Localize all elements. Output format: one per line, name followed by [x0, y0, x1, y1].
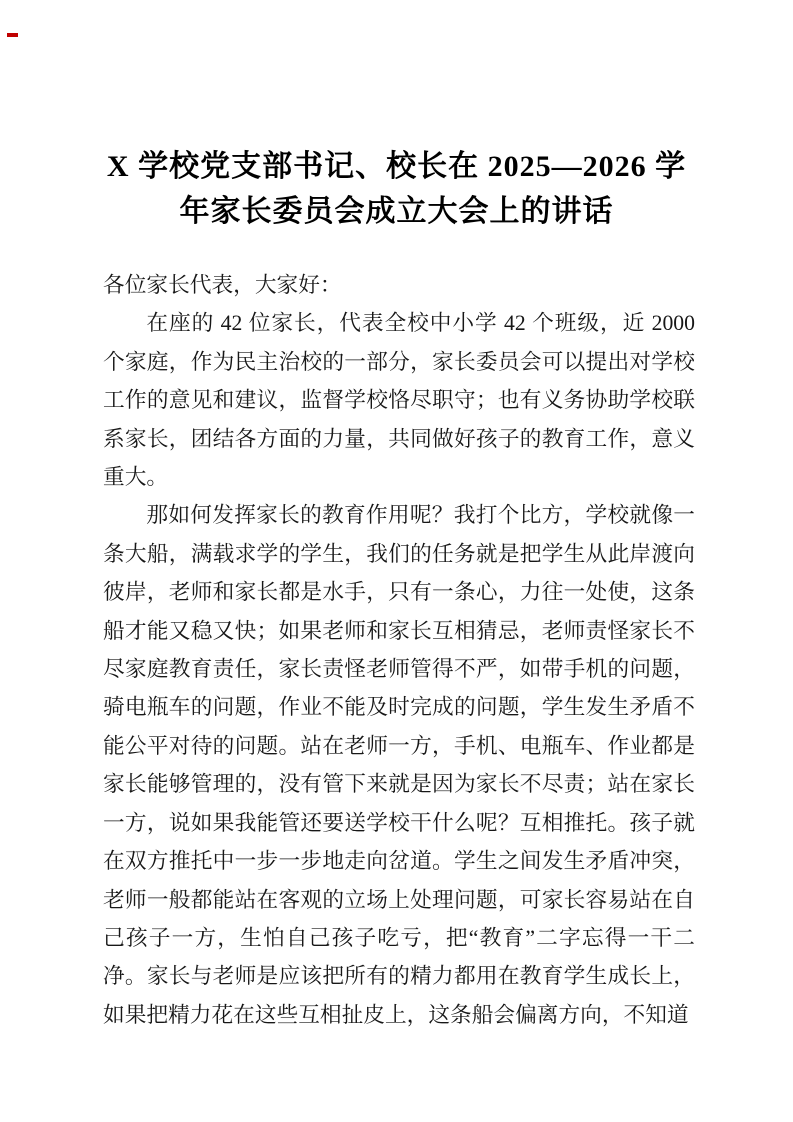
document-title-line: X 学校党支部书记、校长在 2025—2026 学 — [106, 150, 687, 183]
document-title — [48, 144, 745, 234]
document-title-line: 年家长委员会成立大会上的讲话 — [179, 195, 614, 228]
body-paragraph: 在座的 42 位家长，代表全校中小学 42 个班级，近 2000 个家庭，作为民主治校的一部分，家长委员会可以提出对学校工作的意见和建议，监督学校恪尽职守；也有义务协助学校联系家长，团结各方面的力量，共同做好孩子的教育工作，意义重大。 — [103, 311, 695, 490]
red-corner-mark — [7, 33, 18, 37]
body-paragraph: 那如何发挥家长的教育作用呢？我打个比方，学校就像一条大船，满载求学的学生，我们的任务就是把学生从此岸渡向彼岸，老师和家长都是水手，只有一条心，力往一处使，这条船才能又稳又快；如果老师和家长互相猜忌，老师责怪家长不尽家庭教育责任，家长责怪老师管得不严，如带手机的问题，骑电瓶车的问题，作业不能及时完成的问题，学生发生矛盾不能公平对待的问题。站在老师一方，手机、电瓶车、作业都是家长能够管理的，没有管下来就是因为家长不尽责；站在家长一方，说如果我能管还要送学校干什么呢？互相推托。孩子就在双方推托中一步一步地走向岔道。学生之间发生矛盾冲突，老师一般都能站在客观的立场上处理问题，可家长容易站在自己孩子一方，生怕自己孩子吃亏，把“教育”二字忘得一干二净。家长与老师是应该把所有的精力都用在教育学生成长上，如果把精力花在这些互相扯皮上，这条船会偏离方向，不知道 — [103, 503, 695, 1027]
salutation-line: 各位家长代表，大家好： — [103, 273, 342, 297]
document-body — [103, 266, 695, 1034]
